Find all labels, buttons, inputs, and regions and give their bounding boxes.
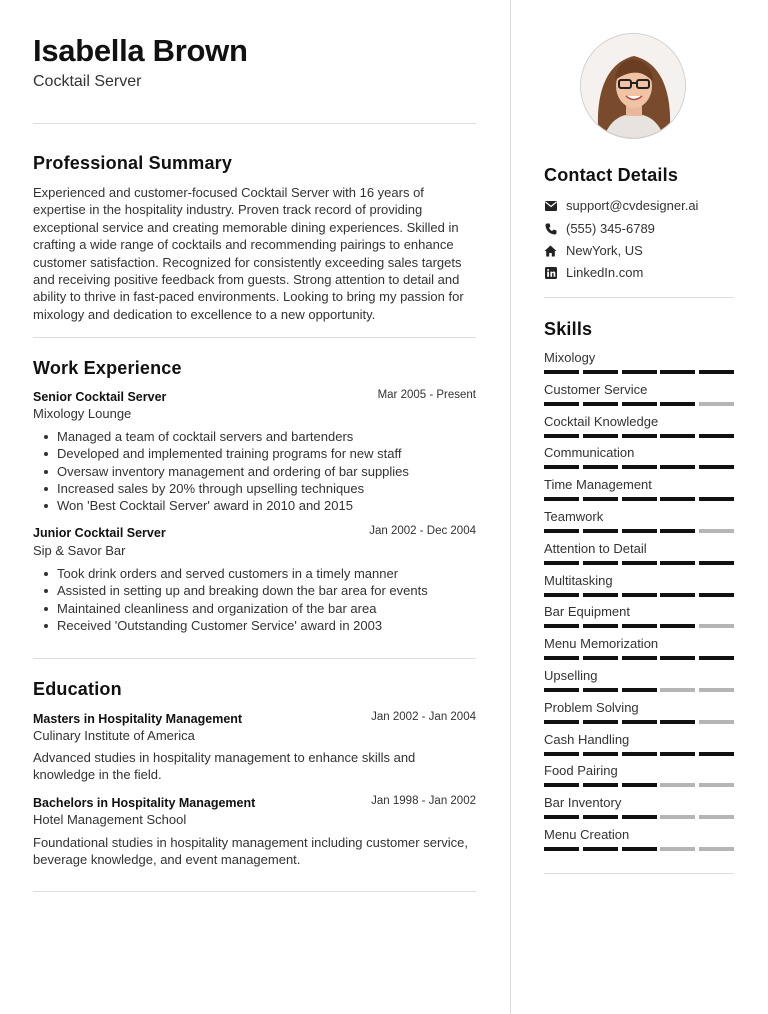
job-bullets: [33, 565, 476, 634]
phone-icon: [544, 223, 557, 236]
skill-segment-filled: [544, 370, 579, 374]
list-item: Increased sales by 20% through upselling techniques: [33, 480, 476, 497]
skill-item: [544, 477, 734, 509]
skill-segment-filled: [544, 847, 579, 851]
skill-segment-filled: [660, 529, 695, 533]
skill-name: Bar Inventory: [544, 795, 622, 811]
skill-segment-filled: [660, 720, 695, 724]
job-title: Junior Cocktail Server: [33, 526, 166, 540]
skill-segment-filled: [699, 656, 734, 660]
skill-item: [544, 636, 734, 668]
skill-segment-filled: [699, 593, 734, 597]
skill-segment-filled: [622, 497, 657, 501]
skill-item: [544, 445, 734, 477]
job-bullets: [33, 428, 476, 514]
skill-level-bar: [544, 783, 734, 787]
education-desc: Advanced studies in hospitality management to enhance skills and knowledge in the field.: [33, 750, 416, 783]
contact-heading: Contact Details: [544, 165, 679, 185]
skill-segment-empty: [699, 720, 734, 724]
job-org: Sip & Savor Bar: [33, 543, 126, 558]
work-heading: Work Experience: [33, 358, 182, 378]
skill-name: Upselling: [544, 668, 598, 683]
skill-item: [544, 509, 734, 541]
skill-segment-filled: [622, 815, 657, 819]
skill-segment-filled: [699, 465, 734, 469]
candidate-name: Isabella Brown: [33, 33, 248, 68]
education-date: Jan 1998 - Jan 2002: [371, 795, 476, 807]
skill-segment-filled: [622, 465, 657, 469]
job-org: Mixology Lounge: [33, 406, 132, 421]
divider: [33, 337, 476, 338]
contact-linkedin[interactable]: [544, 264, 643, 282]
skill-level-bar: [544, 434, 734, 438]
skill-segment-empty: [699, 783, 734, 787]
skill-name: Attention to Detail: [544, 540, 647, 556]
contact-email-text: support@cvdesigner.ai: [566, 198, 699, 213]
skill-segment-filled: [622, 752, 657, 756]
skill-segment-filled: [660, 752, 695, 756]
skill-level-bar: [544, 593, 734, 597]
skill-segment-empty: [699, 529, 734, 533]
skill-segment-filled: [583, 688, 618, 692]
skill-segment-filled: [622, 593, 657, 597]
skill-item: [544, 541, 734, 573]
contact-linkedin-text: LinkedIn.com: [566, 265, 644, 280]
education-date: Jan 2002 - Jan 2004: [371, 711, 476, 723]
skill-segment-filled: [544, 688, 579, 692]
skill-segment-filled: [583, 720, 618, 724]
skill-segment-filled: [544, 402, 579, 406]
skill-item: [544, 763, 734, 795]
degree-title: Masters in Hospitality Management: [33, 712, 243, 726]
skill-level-bar: [544, 529, 734, 533]
skill-segment-filled: [583, 370, 618, 374]
skill-level-bar: [544, 624, 734, 628]
job-title: Senior Cocktail Server: [33, 390, 167, 404]
divider: [33, 658, 476, 659]
skill-level-bar: [544, 656, 734, 660]
school-name: Hotel Management School: [33, 812, 187, 827]
divider: [33, 891, 476, 892]
skill-name: Time Management: [544, 477, 652, 493]
skill-segment-filled: [544, 783, 579, 787]
skill-segment-filled: [583, 815, 618, 819]
skill-level-bar: [544, 465, 734, 469]
skill-name: Cocktail Knowledge: [544, 413, 659, 429]
skill-segment-empty: [660, 815, 695, 819]
linkedin-icon: [544, 267, 557, 280]
skill-segment-filled: [660, 624, 695, 628]
portrait-image: [581, 34, 686, 139]
divider: [33, 123, 476, 124]
skill-item: [544, 382, 734, 414]
skill-segment-empty: [699, 688, 734, 692]
skill-segment-filled: [622, 561, 657, 565]
contact-phone-text: (555) 345-6789: [566, 221, 655, 236]
education-desc: Foundational studies in hospitality management including customer service, beverage knowledge, and event management.: [33, 835, 469, 868]
skill-segment-empty: [660, 783, 695, 787]
skill-segment-filled: [660, 434, 695, 438]
skill-name: Multitasking: [544, 572, 613, 588]
skill-segment-filled: [544, 624, 579, 628]
list-item: Maintained cleanliness and organization of the bar area: [33, 600, 476, 617]
skill-segment-filled: [544, 593, 579, 597]
skill-segment-filled: [699, 434, 734, 438]
home-icon: [544, 245, 557, 258]
skill-segment-filled: [622, 783, 657, 787]
divider: [544, 297, 734, 298]
list-item: Assisted in setting up and breaking down the bar area for events: [33, 582, 476, 599]
skill-segment-filled: [699, 370, 734, 374]
skill-segment-filled: [622, 720, 657, 724]
envelope-icon: [544, 200, 557, 213]
skill-segment-filled: [583, 402, 618, 406]
skill-name: Menu Memorization: [544, 636, 659, 652]
list-item: Took drink orders and served customers in a timely manner: [33, 565, 476, 582]
skill-segment-filled: [544, 497, 579, 501]
avatar: [580, 33, 686, 139]
skill-segment-filled: [660, 465, 695, 469]
skill-segment-filled: [583, 497, 618, 501]
list-item: Oversaw inventory management and ordering of bar supplies: [33, 463, 476, 480]
skill-segment-empty: [660, 847, 695, 851]
skill-segment-filled: [544, 815, 579, 819]
summary-text: Experienced and customer-focused Cocktail Server with 16 years of expertise in the hospitality industry. Proven track record of providing exceptional service and creating memorable dining experiences. Skilled in crafting a wide range of cocktails and recommending pairings to enhance customer satisfaction. Recognized for consistently exceeding sales targets and receiving positive feedback from guests. Strong attention to detail and ability to thrive in fast-paced environments. Looking to bring my passion for mixology and dedication to excellence to a new opportunity.: [33, 185, 464, 322]
skill-segment-filled: [622, 656, 657, 660]
skill-segment-filled: [583, 465, 618, 469]
skill-segment-filled: [583, 529, 618, 533]
skill-name: Food Pairing: [544, 763, 618, 779]
skill-level-bar: [544, 402, 734, 406]
skill-item: [544, 827, 734, 859]
skill-level-bar: [544, 497, 734, 501]
skill-name: Customer Service: [544, 381, 648, 397]
skill-level-bar: [544, 370, 734, 374]
skill-level-bar: [544, 847, 734, 851]
skills-heading: Skills: [544, 319, 593, 339]
skill-level-bar: [544, 815, 734, 819]
job-date: Jan 2002 - Dec 2004: [369, 525, 476, 537]
skill-segment-filled: [544, 529, 579, 533]
skill-segment-filled: [583, 847, 618, 851]
list-item: Developed and implemented training programs for new staff: [33, 445, 476, 462]
contact-phone[interactable]: [544, 220, 655, 238]
education-heading: Education: [33, 679, 122, 699]
skill-segment-filled: [544, 720, 579, 724]
skill-item: [544, 700, 734, 732]
skill-segment-filled: [583, 434, 618, 438]
skill-name: Menu Creation: [544, 827, 630, 842]
skill-name: Teamwork: [544, 509, 604, 524]
skill-segment-empty: [660, 688, 695, 692]
skill-segment-empty: [699, 847, 734, 851]
skill-segment-filled: [583, 561, 618, 565]
skill-level-bar: [544, 561, 734, 565]
skill-item: [544, 350, 734, 382]
column-divider: [510, 0, 511, 1014]
skill-segment-filled: [583, 624, 618, 628]
skill-segment-filled: [622, 402, 657, 406]
skill-segment-empty: [699, 624, 734, 628]
divider: [544, 873, 734, 874]
skill-segment-empty: [699, 815, 734, 819]
school-name: Culinary Institute of America: [33, 728, 195, 743]
skill-item: [544, 414, 734, 446]
skill-segment-filled: [699, 752, 734, 756]
contact-location: [544, 242, 643, 260]
summary-heading: Professional Summary: [33, 153, 233, 173]
skill-segment-filled: [660, 561, 695, 565]
contact-email[interactable]: [544, 197, 698, 215]
contact-location-text: NewYork, US: [566, 243, 643, 258]
job-date: Mar 2005 - Present: [377, 389, 476, 401]
skill-segment-filled: [622, 847, 657, 851]
skill-segment-filled: [699, 561, 734, 565]
skill-segment-filled: [544, 465, 579, 469]
skill-level-bar: [544, 688, 734, 692]
skill-name: Problem Solving: [544, 699, 639, 715]
skill-segment-filled: [699, 497, 734, 501]
skill-segment-filled: [660, 593, 695, 597]
skill-segment-filled: [544, 561, 579, 565]
skill-name: Mixology: [544, 350, 596, 365]
skill-segment-filled: [622, 529, 657, 533]
skill-item: [544, 732, 734, 764]
skill-segment-filled: [622, 624, 657, 628]
skill-segment-filled: [660, 402, 695, 406]
skill-segment-filled: [544, 656, 579, 660]
skill-name: Bar Equipment: [544, 604, 630, 620]
skill-segment-empty: [699, 402, 734, 406]
skill-segment-filled: [583, 656, 618, 660]
skill-level-bar: [544, 752, 734, 756]
list-item: Won 'Best Cocktail Server' award in 2010 and 2015: [33, 497, 476, 514]
skill-segment-filled: [660, 497, 695, 501]
candidate-title: Cocktail Server: [33, 73, 142, 90]
skill-item: [544, 668, 734, 700]
skill-item: [544, 795, 734, 827]
skill-segment-filled: [660, 370, 695, 374]
list-item: Received 'Outstanding Customer Service' award in 2003: [33, 617, 476, 634]
skill-item: [544, 573, 734, 605]
degree-title: Bachelors in Hospitality Management: [33, 796, 256, 810]
skill-segment-filled: [583, 783, 618, 787]
skill-segment-filled: [622, 434, 657, 438]
list-item: Managed a team of cocktail servers and bartenders: [33, 428, 476, 445]
skill-item: [544, 604, 734, 636]
skill-segment-filled: [583, 593, 618, 597]
skill-name: Cash Handling: [544, 731, 630, 747]
skill-segment-filled: [583, 752, 618, 756]
skill-segment-filled: [622, 370, 657, 374]
skill-level-bar: [544, 720, 734, 724]
skill-name: Communication: [544, 445, 635, 461]
skill-segment-filled: [544, 752, 579, 756]
skill-segment-filled: [622, 688, 657, 692]
skill-segment-filled: [544, 434, 579, 438]
skill-segment-filled: [660, 656, 695, 660]
